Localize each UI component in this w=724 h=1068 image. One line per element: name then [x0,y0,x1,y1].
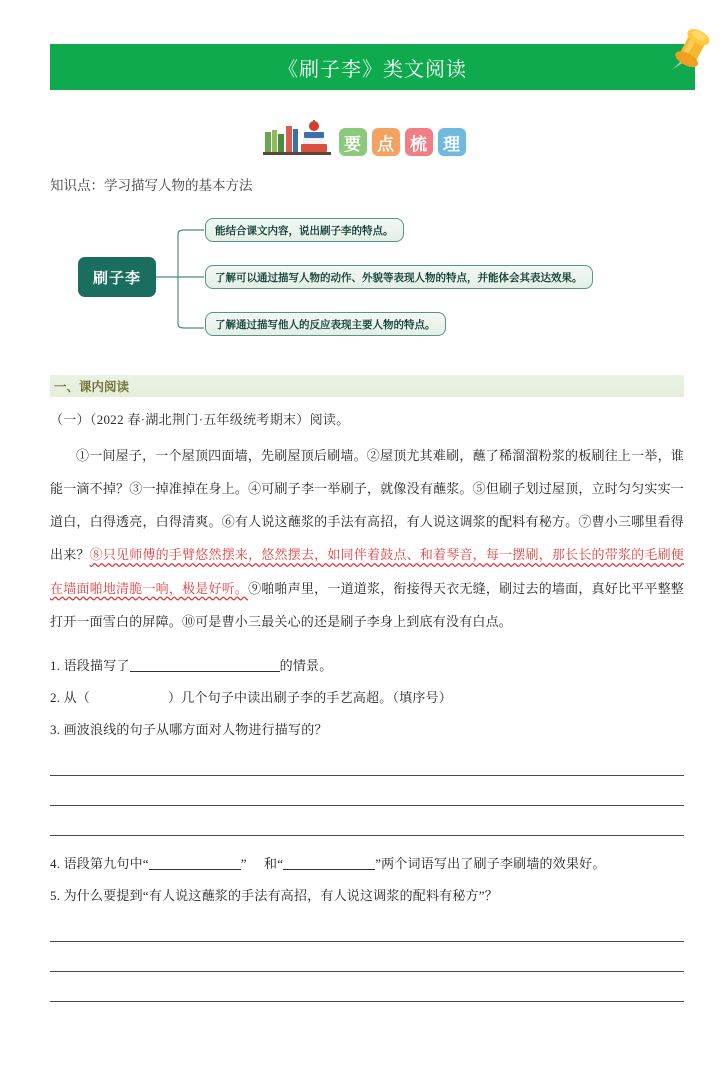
section-badge [0,116,724,158]
passage-part-2: ⑨啪啪声里，一道道浆，衔接得天衣无缝，刷过去的墙面，真好比平平整整打开一面雪白的屏障。⑩可是曹小三最关心的还是刷子李身上到底有没有白点。 [50,580,684,629]
question-1-after: 的情景。 [279,657,333,673]
section-heading: 一、课内阅读 [50,375,684,397]
answer-line[interactable] [50,776,684,806]
title-banner [50,44,695,90]
question-4-part-1: 语段第九句中“ [63,855,149,871]
question-4-part-4: ”两个词语写出了刷子李刷墙的效果好。 [375,855,606,871]
question-2-after: ）几个句子中读出刷子李的手艺高超。（填序号） [168,689,452,705]
question-4-part-2: ” [240,855,247,871]
passage-part-1: ①一间屋子，一个屋顶四面墙，先刷屋顶后刷墙。②屋顶尤其难刷，蘸了稀溜溜粉浆的板刷往上一举，谁能一滴不掉？③一掉准掉在身上。④可刷子李一举刷子，就像没有蘸浆。⑤但刷子划过屋顶，立时匀匀实实一道白，白得透亮，白得清爽。⑥有人说这蘸浆的手法有高招，有人说这调浆的配料有秘方。⑦曹小三哪里看得出来？ [50,448,684,563]
badge-tiles [339,128,466,156]
question-2-before: 从（ [63,689,91,705]
question-3-number: 3. [50,721,61,737]
question-4-part-3: 和“ [264,855,284,871]
question-5 [50,885,684,904]
mindmap-root-node: 刷子李 [78,257,156,297]
content-body [50,409,684,1002]
question-1-before: 语段描写了 [63,657,130,673]
title-banner-wrapper [50,44,695,90]
question-3-text: 画波浪线的句子从哪方面对人物进行描写的？ [63,721,328,737]
question-4-number: 4. [50,855,61,871]
reading-passage [50,439,684,638]
question-3-answer-area [50,746,684,836]
question-2 [50,687,684,706]
question-5-text: 为什么要提到“有人说这蘸浆的手法有高招，有人说这调浆的配料有秘方”？ [63,887,498,903]
answer-line[interactable] [50,806,684,836]
question-5-answer-area [50,912,684,1002]
question-2-number: 2. [50,689,61,705]
answer-line[interactable] [50,912,684,942]
source-line: （一）（2022 春·湖北荆门·五年级统考期末）阅读。 [50,412,350,427]
bookshelf-icon [259,118,335,158]
answer-line[interactable] [50,746,684,776]
question-3 [50,719,684,738]
question-4-blank-2[interactable] [283,857,375,870]
answer-line[interactable] [50,942,684,972]
pushpin-icon [659,22,721,84]
mindmap-branch-3: 了解通过描写他人的反应表现主要人物的特点。 [205,312,446,336]
mindmap-branch-1: 能结合课文内容，说出刷子李的特点。 [205,218,404,242]
worksheet-page [0,44,724,1068]
knowledge-point-text: 知识点：学习描写人物的基本方法 [50,178,253,193]
answer-line[interactable] [50,972,684,1002]
question-1 [50,655,684,674]
question-1-number: 1. [50,657,61,673]
mindmap [50,212,674,347]
question-4-blank-1[interactable] [149,857,241,870]
badge-tile-2: 点 [372,128,400,156]
question-1-blank[interactable] [130,659,280,672]
mindmap-branch-2: 了解可以通过描写人物的动作、外貌等表现人物的特点，并能体会其表达效果。 [205,265,593,289]
badge-tile-3: 梳 [405,128,433,156]
passage-highlight: ⑧只见师傅的手臂悠然摆来，悠然摆去，如同伴着鼓点、和着琴音，每一摆刷，那长长的带浆的毛刷便在墙面啪地清脆一响，极是好听。 [50,547,684,596]
page-title: 《刷子李》类文阅读 [278,58,467,81]
badge-tile-4: 理 [438,128,466,156]
question-4 [50,853,684,872]
badge-tile-1: 要 [339,128,367,156]
question-5-number: 5. [50,887,61,903]
